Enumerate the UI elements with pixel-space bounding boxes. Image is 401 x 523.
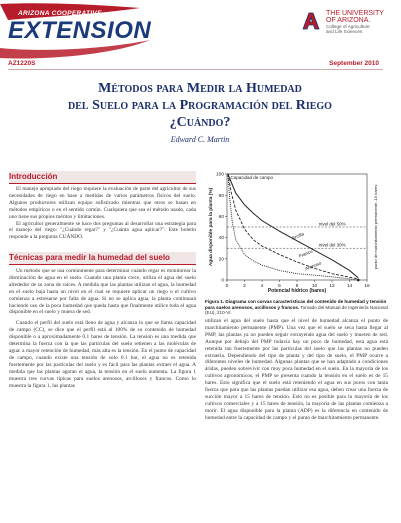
title-line-2: del Suelo para la Programación del Riego — [68, 98, 332, 113]
intro-heading: Introducción — [9, 172, 58, 181]
right-column-body — [205, 318, 388, 422]
figure-caption — [205, 299, 389, 316]
page-title — [10, 80, 390, 131]
document-number: AZ1220S — [8, 60, 36, 67]
x-tick-label: 6 — [278, 284, 281, 289]
y-tick-label: 60 — [218, 215, 224, 220]
x-tick-label: 12 — [329, 284, 335, 289]
figure-caption-bold: Figura 1. Diagrama con curvas características del contenido de humedad y tensión para suelos arenosos, arcillosos y francos. — [205, 299, 387, 310]
intro-paragraph-2: El agricultor generalmente se hace dos preguntas al desarrollar una estrategia para el manejo del riego: "¿Cuándo regar?" y "¿Cuánta agua aplicar?". Este boletín responde a la pregunta CUÁNDO. — [9, 220, 196, 241]
y-tick-label: 80 — [218, 193, 224, 199]
soil-moisture-chart — [205, 168, 390, 296]
field-capacity-label: Capacidad de campo — [230, 175, 274, 180]
x-tick-label: 14 — [346, 284, 353, 289]
series-label: Franco — [298, 248, 314, 259]
publication-date: September 2010 — [329, 60, 379, 67]
section2-body — [9, 268, 196, 389]
x-tick-label: 2 — [243, 284, 246, 289]
y-tick-label: 0 — [221, 278, 224, 284]
author-name: Edward C. Martin — [170, 135, 230, 144]
intro-heading-rule — [9, 183, 196, 184]
header-divider — [8, 69, 383, 70]
intro-body — [9, 186, 196, 241]
figure-caption-rest: Tomado del Manual de Ingeniería Nacional (EU), 210-VI. — [205, 304, 388, 316]
university-line2: OF ARIZONA. — [326, 17, 371, 25]
university-line1: THE UNIVERSITY — [326, 10, 384, 17]
right-axis-label: punto de marchitamiento permanente -15 bares — [373, 184, 378, 270]
section2-heading: Técnicas para medir la humedad del suelo — [9, 253, 170, 262]
y-tick-label: 20 — [218, 257, 224, 263]
program-small-label: ARIZONA COOPERATIVE — [18, 10, 102, 17]
x-tick-label: 16 — [364, 284, 370, 289]
program-big-label: EXTENSION — [8, 17, 152, 44]
series-label: Arcilla — [291, 231, 305, 241]
right-paragraph-1: utilizan el agua del suelo hasta que el nivel de humedad alcanza el punto de marchitamiento permanente (PMP). Una vez que el suelo se seca hasta llegar al PMP, las plantas ya no pueden seguir extrayendo agua del suelo y mueren de sed. Aunque por debajo del PMP todavía hay un poco de humedad, esta agua está retenida tan fuertemente por las partículas del suelo que las plantas no pueden extraerla. Dependiendo del tipo de planta y del tipo de suelo, el PMP ocurre a diferentes niveles de humedad. Algunas plantas que se han adaptado a condiciones áridas, pueden sobrevivir con muy poca humedad en el suelo. En la mayoría de los cultivos agronómicos, el PMP se presenta cuando la tensión en el suelo es de 15 bares. Esto significa que el suelo está reteniendo el agua en sus poros con tanta fuerza que para que las plantas puedan utilizar esa agua, deben crear una fuerza de succión mayor a 15 bares de tensión. Esto no es posible para la mayoría de los cultivos comerciales y a 15 bares de tensión, la mayoría de las plantas comienza a morir. El agua disponible para la planta (ADP) es la diferencia en contenido de humedad entre la capacidad de campo y el punto de marchitamiento permanente. — [205, 318, 388, 421]
college-line2: and Life Sciences — [326, 28, 363, 34]
series-label: Arenoso — [304, 260, 323, 272]
page-header — [0, 0, 401, 70]
college-line1: College of Agriculture — [326, 23, 370, 29]
reference-level-label: nivel del 30% — [318, 242, 346, 248]
title-line-3: ¿Cuándo? — [169, 115, 231, 130]
reference-level-label: nivel del 50% — [318, 221, 346, 227]
university-name — [326, 10, 384, 34]
y-tick-label: 40 — [218, 236, 224, 242]
title-line-1: Métodos para Medir la Humedad — [98, 81, 302, 96]
intro-paragraph-1: El manejo apropiado del riego requiere la evaluación de parte del agricultor de sus necesidades de riego en base a medidas de varios parámetros físicos del suelo. Algunos productores utilizan equipo sofisticado mientras que otros se basan en métodos empíricos o en el sentido común. Cualquiera que sea el método usado, cada uno tiene sus propios méritos y limitaciones. — [9, 186, 196, 220]
section2-paragraph-1: Un método que se usa comúnmente para determinar cuándo regar es monitorear la disminución de agua en el suelo. Cuando una planta crece, utiliza el agua del suelo alrededor de su zona de raíces. A medida que las plantas utilizan el agua, la humedad en el suelo baja hasta un nivel en el cual se requiere aplicar un riego o el cultivo comienza a estresarse por falta de agua. Si no se aplica agua, la planta continuará haciendo uso de la poca humedad que queda hasta que finalmente utilice toda el agua disponible en el suelo y muera de sed. — [9, 268, 196, 316]
section2-paragraph-2: Cuando el perfil del suelo está lleno de agua y alcanza lo que se llama capacidad de campo (CC), se dice que el perfil está al 100% de su contenido de humedad disponible o a aproximadamente 0.1 bares de tensión. La tensión es una medida que determina la fuerza con la que las partículas del suelo retienen a las moléculas de agua: a mayor retención de humedad, más alta es la tensión. En el punto de capacidad de campo, cuando existe una tensión de solo 0.1 bar, el agua no es retenida fuertemente por las partículas del suelo y es fácil para las plantas extraer el agua. A medida que las plantas agotan el agua, la tensión en el suelo aumenta. La figura 1 muestra tres curvas típicas para suelos arenosos, arcillosos y francos. Como lo muestra la figura 1, las plantas — [9, 320, 196, 389]
x-tick-label: 10 — [311, 284, 318, 289]
x-tick-label: 4 — [260, 284, 264, 289]
x-axis-label: Potencial hídrico (bares) — [267, 288, 327, 294]
pmp-point-marker — [357, 279, 360, 282]
university-a-logo-icon — [300, 10, 322, 32]
y-axis-label: Agua disponible para la planta (%) — [209, 187, 214, 267]
x-tick-label: 0 — [225, 284, 229, 289]
section2-heading-rule — [9, 264, 196, 265]
y-tick-label: 100 — [215, 172, 224, 178]
x-tick-label: 8 — [295, 284, 299, 289]
